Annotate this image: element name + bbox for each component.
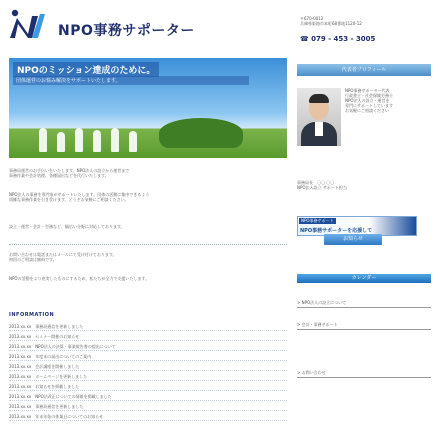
news-item[interactable] bbox=[9, 322, 287, 331]
news-item[interactable] bbox=[9, 402, 287, 411]
news-link[interactable]: 2013.xx.xx 会計講座を開催しました bbox=[9, 364, 80, 369]
paragraph-line: 事務作業や会計処理、各種届出などを代行いたします。 bbox=[9, 173, 109, 178]
profile-header-label: 代表者プロフィール bbox=[341, 67, 387, 73]
news-link[interactable]: 2013.xx.xx お知らせを掲載しました bbox=[9, 384, 80, 389]
person-silhouette bbox=[39, 128, 47, 152]
news-item[interactable] bbox=[9, 382, 287, 391]
paragraph-line: NPO法人の事務を専門家がサポートいたします。団体の活動に集中できるよう bbox=[9, 192, 150, 197]
person-silhouette bbox=[93, 130, 101, 152]
news-link[interactable]: 2013.xx.xx 事務局通信を更新しました bbox=[9, 404, 84, 409]
divider bbox=[297, 377, 431, 378]
profile-caption bbox=[297, 180, 431, 190]
person-silhouette bbox=[129, 131, 137, 152]
news-link[interactable]: 2013.xx.xx NPO法改正についての情報を掲載しました bbox=[9, 394, 112, 399]
news-link[interactable]: 2013.xx.xx セミナー開催のお知らせ bbox=[9, 334, 80, 339]
paragraph-line: 事務局運営のお手伝いをいたします。NPO法人の設立から運営まで bbox=[9, 168, 130, 173]
profile-line: 専門にサポートしています bbox=[345, 103, 393, 108]
address-block bbox=[300, 16, 430, 26]
phone-number: ☎ 079 - 453 - 3005 bbox=[300, 35, 376, 43]
profile-line: お気軽にご相談ください bbox=[345, 108, 389, 113]
news-item[interactable] bbox=[9, 362, 287, 371]
news-link[interactable]: 2013.xx.xx NPO法人の決算・事業報告書の提出について bbox=[9, 344, 116, 349]
postal-code: 〒670-0012 bbox=[300, 16, 324, 21]
caption-line: 事務局長 〇〇 〇〇 bbox=[297, 180, 335, 185]
news-item[interactable] bbox=[9, 372, 287, 381]
paragraph-line: お問い合わせは電話またはメールにて受け付けております。 bbox=[9, 252, 117, 257]
person-silhouette bbox=[57, 132, 65, 152]
profile-photo bbox=[297, 88, 341, 146]
news-link[interactable]: 2013.xx.xx 年度末の届出についてのご案内 bbox=[9, 354, 92, 359]
scope-paragraph bbox=[9, 224, 287, 229]
paragraph-line: 設立・運営・会計・労務など、幅広い分野に対応しております。 bbox=[9, 224, 125, 229]
news-link[interactable]: 2013.xx.xx 事務局通信を更新しました bbox=[9, 324, 84, 329]
side-link[interactable]: > 会計・事務サポート bbox=[297, 322, 338, 327]
side-link[interactable]: > NPO法人の設立について bbox=[297, 300, 347, 305]
news-link[interactable]: 2013.xx.xx 年末年始の休業日についてのお知らせ bbox=[9, 414, 103, 419]
hero-subtitle: 団体運営のお悩み解決をサポートいたします。 bbox=[13, 76, 249, 85]
profile-header bbox=[297, 64, 431, 76]
news-item[interactable] bbox=[9, 352, 287, 361]
news-item[interactable] bbox=[9, 342, 287, 351]
news-item[interactable] bbox=[9, 332, 287, 341]
site-title[interactable]: NPO事務サポーター bbox=[58, 23, 195, 39]
divider bbox=[9, 244, 287, 245]
intro-paragraph bbox=[9, 168, 287, 178]
information-heading: INFORMATION bbox=[9, 312, 55, 318]
paragraph-line: 初回のご相談は無料です。 bbox=[9, 257, 57, 262]
closing-paragraph bbox=[9, 276, 287, 281]
logo-icon[interactable] bbox=[8, 8, 48, 40]
tree-graphic bbox=[159, 118, 243, 148]
hero-title: NPOのミッション達成のために。 bbox=[13, 62, 159, 77]
news-item[interactable] bbox=[9, 392, 287, 401]
person-silhouette bbox=[75, 128, 83, 152]
calendar-label: カレンダー bbox=[351, 275, 377, 281]
person-silhouette bbox=[111, 128, 119, 152]
service-paragraph bbox=[9, 192, 287, 202]
side-links bbox=[297, 300, 431, 378]
profile-text bbox=[345, 88, 431, 113]
calendar-header bbox=[297, 274, 431, 283]
paragraph-line: NPOの活動をより充実したものにするため、私たちが全力で支援いたします。 bbox=[9, 276, 150, 281]
paragraph-line: 煩雑な事務作業を引き受けます。どうぞお気軽にご相談ください。 bbox=[9, 197, 129, 202]
caption-line[interactable]: NPO法人設立 サポート担当 bbox=[297, 185, 347, 190]
profile-line: NPO事務サポーター代表 bbox=[345, 88, 390, 93]
profile-line: NPO法人の設立・運営を bbox=[345, 98, 390, 103]
news-link[interactable]: 2013.xx.xx ホームページを更新しました bbox=[9, 374, 88, 379]
banner-tag: NPO事務サポート bbox=[301, 218, 334, 223]
profile-line: 行政書士・社会保険労務士 bbox=[345, 93, 393, 98]
news-button[interactable]: お知らせ bbox=[324, 234, 382, 245]
side-link[interactable]: > お問い合わせ bbox=[297, 370, 326, 375]
hero-banner bbox=[9, 58, 287, 158]
news-item[interactable] bbox=[9, 412, 287, 421]
contact-paragraph bbox=[9, 252, 287, 262]
support-banner[interactable] bbox=[297, 216, 417, 236]
banner-label: NPO事務サポーターを応援して bbox=[300, 228, 373, 234]
address-text: 兵庫県姫路市本町68番地1120-12 bbox=[300, 21, 362, 26]
